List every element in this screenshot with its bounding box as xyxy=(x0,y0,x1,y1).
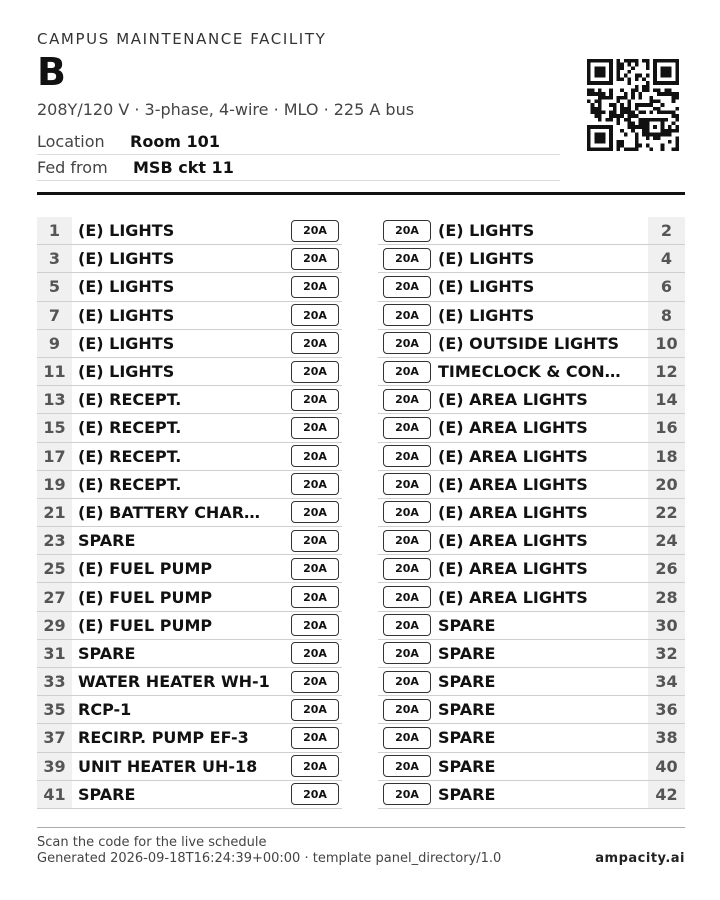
circuit-description: (E) RECEPT. xyxy=(78,418,182,438)
breaker-rating-badge: 20A xyxy=(383,501,431,523)
circuit-row xyxy=(378,443,685,471)
circuit-number: 12 xyxy=(648,358,685,385)
circuit-number: 21 xyxy=(37,499,72,526)
circuit-row xyxy=(37,358,342,386)
facility-name: CAMPUS MAINTENANCE FACILITY xyxy=(37,30,327,48)
circuit-row xyxy=(378,330,685,358)
circuit-number: 37 xyxy=(37,724,72,751)
breaker-rating-badge: 20A xyxy=(291,642,339,664)
circuit-number: 19 xyxy=(37,471,72,498)
circuit-description: (E) LIGHTS xyxy=(78,362,175,382)
circuit-row xyxy=(37,499,342,527)
circuit-row xyxy=(378,696,685,724)
breaker-rating-badge: 20A xyxy=(383,783,431,805)
circuit-row xyxy=(37,273,342,301)
circuit-description: (E) AREA LIGHTS xyxy=(438,418,588,438)
breaker-rating-badge: 20A xyxy=(383,727,431,749)
circuit-description: (E) LIGHTS xyxy=(78,333,175,353)
breaker-rating-badge: 20A xyxy=(291,727,339,749)
breaker-rating-badge: 20A xyxy=(383,220,431,242)
breaker-rating-badge: 20A xyxy=(291,558,339,580)
breaker-rating-badge: 20A xyxy=(291,501,339,523)
circuit-number: 33 xyxy=(37,668,72,695)
circuit-row xyxy=(378,245,685,273)
circuit-number: 10 xyxy=(648,330,685,357)
circuit-description: UNIT HEATER UH-18 xyxy=(78,756,258,776)
breaker-rating-badge: 20A xyxy=(383,586,431,608)
breaker-rating-badge: 20A xyxy=(383,332,431,354)
circuit-description: TIMECLOCK & CON… xyxy=(438,362,621,382)
circuit-row xyxy=(37,443,342,471)
circuit-number: 25 xyxy=(37,555,72,582)
circuit-row xyxy=(378,555,685,583)
circuit-number: 18 xyxy=(648,443,685,470)
circuit-number: 32 xyxy=(648,640,685,667)
circuit-number: 15 xyxy=(37,414,72,441)
circuit-number: 31 xyxy=(37,640,72,667)
circuit-row xyxy=(378,753,685,781)
qr-code-icon[interactable] xyxy=(587,59,679,151)
circuit-row xyxy=(378,724,685,752)
circuit-row xyxy=(378,499,685,527)
location-value: Room 101 xyxy=(130,132,220,151)
location-row xyxy=(37,129,560,155)
circuit-description: (E) LIGHTS xyxy=(78,277,175,297)
circuit-row xyxy=(378,668,685,696)
breaker-rating-badge: 20A xyxy=(291,755,339,777)
breaker-rating-badge: 20A xyxy=(291,389,339,411)
breaker-rating-badge: 20A xyxy=(291,417,339,439)
circuit-description: (E) LIGHTS xyxy=(438,221,535,241)
circuit-row xyxy=(37,330,342,358)
scan-instruction: Scan the code for the live schedule xyxy=(37,835,267,850)
brand-name: ampacity.ai xyxy=(595,851,685,866)
circuit-row xyxy=(378,612,685,640)
breaker-rating-badge: 20A xyxy=(383,361,431,383)
circuit-description: (E) LIGHTS xyxy=(78,249,175,269)
circuit-number: 17 xyxy=(37,443,72,470)
circuit-row xyxy=(37,217,342,245)
circuit-number: 30 xyxy=(648,612,685,639)
circuit-description: SPARE xyxy=(78,643,136,663)
circuit-number: 29 xyxy=(37,612,72,639)
circuit-row xyxy=(37,583,342,611)
breaker-rating-badge: 20A xyxy=(291,248,339,270)
circuit-row xyxy=(37,302,342,330)
circuit-number: 34 xyxy=(648,668,685,695)
breaker-rating-badge: 20A xyxy=(383,642,431,664)
circuit-row xyxy=(37,414,342,442)
circuit-number: 6 xyxy=(648,273,685,300)
circuit-row xyxy=(378,781,685,809)
circuit-number: 41 xyxy=(37,781,72,808)
circuit-description: (E) AREA LIGHTS xyxy=(438,474,588,494)
circuit-row xyxy=(378,217,685,245)
circuit-row xyxy=(378,273,685,301)
circuit-description: (E) AREA LIGHTS xyxy=(438,446,588,466)
circuit-description: (E) AREA LIGHTS xyxy=(438,559,588,579)
breaker-rating-badge: 20A xyxy=(291,699,339,721)
circuit-description: (E) FUEL PUMP xyxy=(78,559,213,579)
breaker-rating-badge: 20A xyxy=(383,699,431,721)
breaker-rating-badge: 20A xyxy=(383,558,431,580)
circuit-number: 9 xyxy=(37,330,72,357)
circuit-number: 13 xyxy=(37,386,72,413)
breaker-rating-badge: 20A xyxy=(291,361,339,383)
fed-from-value: MSB ckt 11 xyxy=(133,158,234,177)
circuit-description: SPARE xyxy=(438,672,496,692)
circuit-description: (E) LIGHTS xyxy=(78,305,175,325)
circuit-row xyxy=(378,358,685,386)
circuit-number: 16 xyxy=(648,414,685,441)
circuit-number: 36 xyxy=(648,696,685,723)
circuit-number: 28 xyxy=(648,583,685,610)
circuit-description: SPARE xyxy=(438,700,496,720)
circuit-number: 2 xyxy=(648,217,685,244)
circuit-description: (E) AREA LIGHTS xyxy=(438,390,588,410)
circuit-row xyxy=(37,612,342,640)
circuit-row xyxy=(37,640,342,668)
circuit-number: 24 xyxy=(648,527,685,554)
breaker-rating-badge: 20A xyxy=(291,304,339,326)
circuit-description: (E) AREA LIGHTS xyxy=(438,502,588,522)
breaker-rating-badge: 20A xyxy=(383,417,431,439)
breaker-rating-badge: 20A xyxy=(383,304,431,326)
circuit-row xyxy=(378,640,685,668)
circuit-description: (E) LIGHTS xyxy=(78,221,175,241)
circuit-row xyxy=(378,302,685,330)
panel-specs: 208Y/120 V · 3-phase, 4-wire · MLO · 225 A bus xyxy=(37,100,415,119)
circuit-description: (E) LIGHTS xyxy=(438,249,535,269)
circuit-description: (E) RECEPT. xyxy=(78,446,182,466)
circuit-description: (E) BATTERY CHAR… xyxy=(78,502,261,522)
circuit-description: WATER HEATER WH-1 xyxy=(78,672,270,692)
circuit-row xyxy=(378,386,685,414)
generated-info: Generated 2026-09-18T16:24:39+00:00 · template panel_directory/1.0 xyxy=(37,851,502,866)
circuit-number: 7 xyxy=(37,302,72,329)
circuit-number: 3 xyxy=(37,245,72,272)
breaker-rating-badge: 20A xyxy=(383,473,431,495)
footer-divider xyxy=(37,827,685,828)
even-circuit-column xyxy=(378,217,685,809)
circuit-description: SPARE xyxy=(438,615,496,635)
breaker-rating-badge: 20A xyxy=(383,248,431,270)
circuit-number: 39 xyxy=(37,753,72,780)
breaker-rating-badge: 20A xyxy=(291,614,339,636)
circuit-row xyxy=(378,471,685,499)
header-divider xyxy=(37,192,685,195)
circuit-description: SPARE xyxy=(438,784,496,804)
circuit-row xyxy=(37,753,342,781)
circuit-number: 20 xyxy=(648,471,685,498)
circuit-description: SPARE xyxy=(438,756,496,776)
circuit-number: 5 xyxy=(37,273,72,300)
breaker-rating-badge: 20A xyxy=(291,473,339,495)
circuit-description: (E) FUEL PUMP xyxy=(78,615,213,635)
breaker-rating-badge: 20A xyxy=(383,614,431,636)
fed-from-label: Fed from xyxy=(37,158,108,177)
circuit-number: 27 xyxy=(37,583,72,610)
breaker-rating-badge: 20A xyxy=(383,755,431,777)
circuit-description: (E) AREA LIGHTS xyxy=(438,587,588,607)
circuit-row xyxy=(378,583,685,611)
circuit-number: 8 xyxy=(648,302,685,329)
circuit-number: 38 xyxy=(648,724,685,751)
odd-circuit-column xyxy=(37,217,342,809)
circuit-row xyxy=(37,471,342,499)
breaker-rating-badge: 20A xyxy=(291,671,339,693)
circuit-row xyxy=(378,414,685,442)
circuit-description: SPARE xyxy=(438,728,496,748)
circuit-row xyxy=(37,668,342,696)
panel-id: B xyxy=(37,50,66,94)
circuit-row xyxy=(378,527,685,555)
breaker-rating-badge: 20A xyxy=(383,389,431,411)
circuit-row xyxy=(37,781,342,809)
circuit-number: 26 xyxy=(648,555,685,582)
circuit-description: SPARE xyxy=(78,784,136,804)
circuit-description: (E) LIGHTS xyxy=(438,277,535,297)
breaker-rating-badge: 20A xyxy=(291,332,339,354)
breaker-rating-badge: 20A xyxy=(291,530,339,552)
breaker-rating-badge: 20A xyxy=(291,586,339,608)
circuit-description: SPARE xyxy=(78,531,136,551)
circuit-number: 35 xyxy=(37,696,72,723)
circuit-description: (E) AREA LIGHTS xyxy=(438,531,588,551)
circuit-number: 11 xyxy=(37,358,72,385)
circuit-description: (E) FUEL PUMP xyxy=(78,587,213,607)
circuit-row xyxy=(37,527,342,555)
breaker-rating-badge: 20A xyxy=(383,445,431,467)
circuit-description: (E) OUTSIDE LIGHTS xyxy=(438,333,619,353)
breaker-rating-badge: 20A xyxy=(291,220,339,242)
circuit-description: RCP-1 xyxy=(78,700,132,720)
circuit-description: (E) LIGHTS xyxy=(438,305,535,325)
circuit-row xyxy=(37,245,342,273)
circuit-row xyxy=(37,386,342,414)
breaker-rating-badge: 20A xyxy=(383,530,431,552)
fed-from-row xyxy=(37,155,560,181)
circuit-number: 1 xyxy=(37,217,72,244)
circuit-number: 42 xyxy=(648,781,685,808)
circuit-number: 14 xyxy=(648,386,685,413)
breaker-rating-badge: 20A xyxy=(291,445,339,467)
breaker-rating-badge: 20A xyxy=(291,276,339,298)
circuit-description: (E) RECEPT. xyxy=(78,390,182,410)
breaker-rating-badge: 20A xyxy=(291,783,339,805)
circuit-number: 23 xyxy=(37,527,72,554)
circuit-description: (E) RECEPT. xyxy=(78,474,182,494)
circuit-row xyxy=(37,696,342,724)
circuit-number: 40 xyxy=(648,753,685,780)
breaker-rating-badge: 20A xyxy=(383,276,431,298)
circuit-row xyxy=(37,555,342,583)
breaker-rating-badge: 20A xyxy=(383,671,431,693)
circuit-number: 22 xyxy=(648,499,685,526)
circuit-row xyxy=(37,724,342,752)
circuit-number: 4 xyxy=(648,245,685,272)
circuit-description: RECIRP. PUMP EF-3 xyxy=(78,728,249,748)
circuit-description: SPARE xyxy=(438,643,496,663)
location-label: Location xyxy=(37,132,105,151)
